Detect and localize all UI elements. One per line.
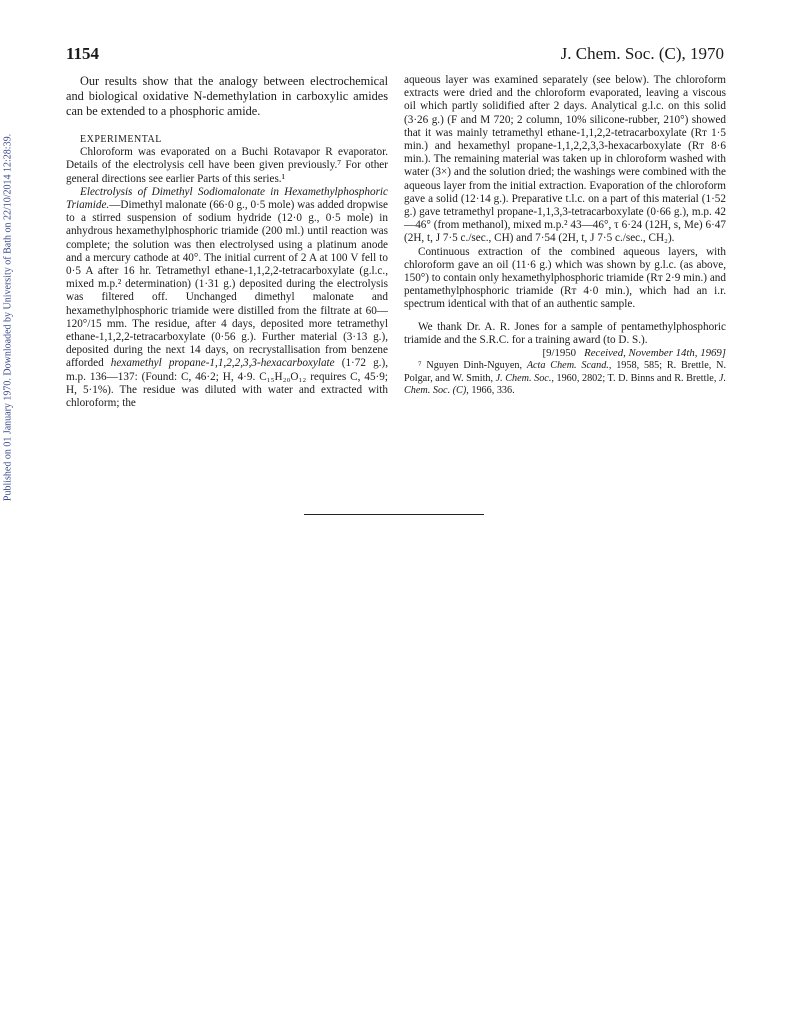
electrolysis-paragraph: [66, 186, 388, 410]
procedure-title: Electrolysis of Dimethyl Sodiomalonate in Hexamethylphosphoric Triamide.: [66, 185, 388, 212]
download-watermark: [0, 0, 16, 640]
intro-paragraph: Our results show that the analogy between electrochemical and biological oxidative N-demethylation in carboxylic amides can be extended to a phosphoric amide.: [66, 74, 388, 118]
received-line: [404, 347, 726, 360]
continued-paragraph: aqueous layer was examined separately (see below). The chloroform extracts were dried and the chloroform evaporated, leaving a viscous oil which partly solidified after 2 days. Analytical g.l.c. on this solid (3·26 g.) (F and M 720; 2 column, 10% silicone-rubber, 210°) showed that it was mainly tetramethyl ethane-1,1,2,2-tetracarboxylate (Rᴛ 1·5 min.) and hexamethyl propane-1,1,2,2,3,3-hexacarboxylate (Rᴛ 8·6 min.). The remaining material was taken up in chloroform washed with water (3×) and the solution dried; the washings were combined with the aqueous layer from the initial extraction. Evaporation of the chloroform gave a solid (12·14 g.). Preparative t.l.c. on a part of this material (1·52 g.) gave tetramethyl propane-1,1,3,3-tetracarboxylate (0·66 g.), m.p. 42—46° (from methanol), mixed m.p.² 43—46°, τ 6·24 (12H, s, Me) 6·47 (2H, t, J 7·5 c./sec., CH) and 7·54 (2H, t, J 7·5 c./sec., CH₂).: [404, 74, 726, 245]
section-heading: EXPERIMENTAL: [80, 134, 162, 145]
end-rule: [304, 514, 484, 515]
received-code: [9/1950: [542, 347, 577, 360]
compound-name: hexamethyl propane-1,1,2,2,3,3-hexacarboxylate: [110, 357, 335, 370]
journal-header: J. Chem. Soc. (C), 1970: [560, 44, 724, 63]
general-paragraph: Chloroform was evaporated on a Buchi Rotavapor R evaporator. Details of the electrolysis cell have been given previously.⁷ For other general directions see earlier Parts of this series.¹: [66, 146, 388, 185]
side-note: Published on 01 January 1970. Downloaded by University of Bath on 22/10/2014 12:28:39.: [2, 133, 14, 502]
left-column: [66, 74, 388, 410]
received-date: Received, November 14th, 1969]: [584, 347, 726, 360]
acknowledgement: We thank Dr. A. R. Jones for a sample of pentamethylphosphoric triamide and the S.R.C. for a training award (to D. S.).: [404, 320, 726, 346]
right-column: [404, 74, 726, 397]
extraction-paragraph: Continuous extraction of the combined aqueous layers, with chloroform gave an oil (11·6 g.) which was shown by g.l.c. (as above, 150°) to contain only hexamethylphosphoric triamide (Rᴛ 2·9 min.) and pentamethylphosphoric triamide (Rᴛ 4·0 min.), which had an i.r. spectrum identical with that of an authentic sample.: [404, 245, 726, 311]
reference-7: ⁷ Nguyen Dinh-Nguyen, Acta Chem. Scand., 1958, 585; R. Brettle, N. Polgar, and W. Smith, J. Chem. Soc., 1960, 2802; T. D. Binns and R. Brettle, J. Chem. Soc. (C), 1966, 336.: [404, 360, 726, 397]
procedure-text: —Dimethyl malonate (66·0 g., 0·5 mole) was added dropwise to a stirred suspension of sodium hydride (12·0 g., 0·5 mole) in anhydrous hexamethylphosphoric triamide (200 ml.) until reaction was complete; the solution was then electrolysed using a platinum anode and a mercury cathode at 40°. The initial current of 2 A at 100 V fell to 0·5 A after 16 hr. Tetramethyl ethane-1,1,2,2-tetracarboxylate (g.l.c., mixed m.p.² determination) (1·31 g.) deposited during the electrolysis was filtered off. Unchanged dimethyl malonate and hexamethylphosphoric triamide were distilled from the filtrate at 60—120°/15 mm. The residue, after 4 days, deposited more tetramethyl ethane-1,1,2,2-tetracarboxylate (0·56 g.). Further material (3·13 g.), deposited during the next 14 days, on recrystallisation from benzene afforded: [66, 199, 388, 370]
page-number: 1154: [66, 44, 100, 63]
procedure-text-cont: (1·72 g.), m.p. 136—137: (Found: C, 46·2; H, 4·9. C₁₅H₂₀O₁₂ requires C, 45·9; H, 5·1%). The residue was diluted with water and extracted with chloroform; the: [66, 357, 388, 410]
